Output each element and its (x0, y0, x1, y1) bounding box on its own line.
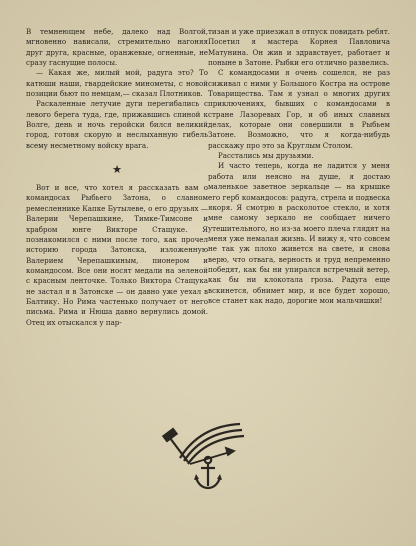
paragraph: Вот и все, что хотел я рассказать вам о командосах Рыбьего Затона, о славном ремесленнике Капке Бутылеве, о его друзьях — Валерии Черепашкине, Тимке-Тимсоне и храбром юнге Викторе Стащуке. Я познакомился с ними после того, как прочел историю города Затонска, изложенную Валерием Черепашкиным, пионером и командосом. Все они носят медали на зеленой с красным ленточке. Только Виктора Стащука не застал я в Затонске — он давно уже уехал в Балтику. Но Рима частенько получает от него письма. Рима и Нюша давно вернулись домой. Отец их отыскался у пар- (26, 183, 208, 327)
paragraph: тизан и уже приезжал в отпуск повидать ребят. Посетил я мастера Корнея Павловича Матунина. Он жив и здравствует, работает и поныне в Затоне. Рыбки его отлично развелись. (208, 27, 390, 68)
paragraph: — Какая же, милый мой, радуга это? То катюши наши, гвардейские минометы, с новой позиции бьют по немцам,— сказал Плотников. (26, 68, 208, 99)
right-column (208, 27, 390, 306)
paragraph: В темнеющем небе, далеко над Волгой, мгновенно нависали, стремительно нагоняя друг друга, красные, оранжевые, огненные, не сразу гаснущие полосы. (26, 27, 208, 68)
left-column (26, 27, 208, 328)
anchor-rainbow-emblem-icon (160, 418, 252, 496)
star-divider: ★ (112, 163, 122, 177)
paragraph: С командосами я очень сошелся, не раз сиживал с ними у Большого Костра на острове Товарищества. Там я узнал о многих других приключениях, бывших с командосами в стране Лазоревых Гор, и об иных славных делах, которые они совершили в Рыбьем Затоне. Возможно, что я когда-нибудь расскажу про это за Круглым Столом. (208, 68, 390, 150)
paragraph: И часто теперь, когда не ладится у меня работа или неясно на душе, я достаю маленькое заветное зеркальце — на крышке его герб командосов: радуга, стрела и подвеска якоря. Я смотрю в расколотое стекло, и хотя мне самому зеркало не сообщает ничего утешительного, но из-за моего плеча глядят на меня уже немалая жизнь. И вижу я, что совсем не так уж плохо живется на свете, и снова верю, что отвага, верность и труд непременно победят, как бы ни упирался встречный ветер, как бы ни клокотала гроза. Радуга еще вскинется, обнимет мир, и все будет хорошо, все станет как надо, дорогие мои мальчишки! (208, 161, 390, 305)
paragraph: Раскаленные летучие дуги перегибались с левого берега туда, где, прижавшись спиной к Волге, день и ночь геройски бился великий город, готовя скорую и неслыханную гибель всему несметному войску врага. (26, 99, 208, 150)
paragraph: Расстались мы друзьями. (218, 151, 314, 161)
